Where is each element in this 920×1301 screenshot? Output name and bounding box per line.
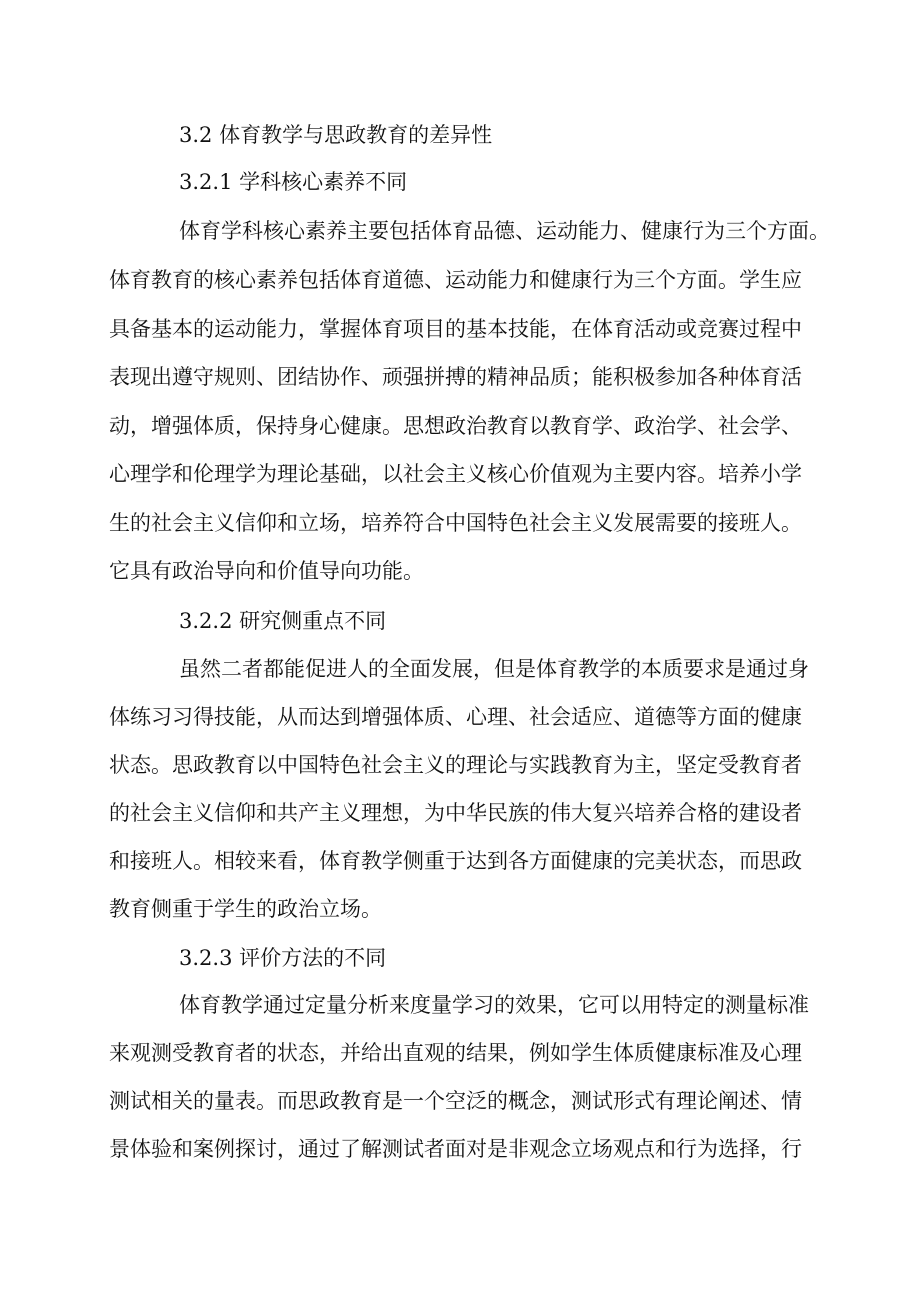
paragraph-line-text: 测试相关的量表。而思政教育是一个空泛的概念，测试形式有理论阐述、情 — [109, 1089, 802, 1113]
paragraph-line-text: 体练习习得技能，从而达到增强体质、心理、社会适应、道德等方面的健康 — [109, 705, 802, 729]
paragraph-line — [109, 1129, 809, 1169]
paragraph-line — [179, 649, 879, 689]
paragraph-line — [109, 889, 809, 929]
paragraph-line — [109, 309, 809, 349]
paragraph-line — [109, 503, 809, 543]
paragraph-line — [109, 454, 809, 494]
subsection-heading-3-2-2 — [179, 601, 879, 641]
paragraph-line — [109, 1033, 809, 1073]
paragraph-line — [109, 745, 809, 785]
paragraph-line-text: 它具有政治导向和价值导向功能。 — [109, 559, 424, 583]
section-heading-3-2 — [179, 115, 879, 155]
paragraph-line — [109, 406, 809, 446]
paragraph-line-text: 教育侧重于学生的政治立场。 — [109, 897, 382, 921]
paragraph-line-text: 心理学和伦理学为理论基础，以社会主义核心价值观为主要内容。培养小学 — [109, 462, 802, 486]
paragraph-line — [179, 985, 879, 1025]
paragraph-line-text: 动，增强体质，保持身心健康。思想政治教育以教育学、政治学、社会学、 — [109, 414, 802, 438]
paragraph-line — [109, 793, 809, 833]
paragraph-line-text: 和接班人。相较来看，体育教学侧重于达到各方面健康的完美状态，而思政 — [109, 849, 802, 873]
paragraph-line-text: 虽然二者都能促进人的全面发展，但是体育教学的本质要求是通过身 — [179, 657, 809, 681]
paragraph-line — [109, 551, 809, 591]
subsection-heading-3-2-2-text: 3.2.2 研究侧重点不同 — [179, 609, 387, 633]
paragraph-line-text: 体育学科核心素养主要包括体育品德、运动能力、健康行为三个方面。 — [179, 219, 830, 243]
paragraph-line-text: 景体验和案例探讨，通过了解测试者面对是非观念立场观点和行为选择，行 — [109, 1137, 802, 1161]
paragraph-line — [109, 260, 809, 300]
paragraph-line — [109, 1081, 809, 1121]
paragraph-line-text: 具备基本的运动能力，掌握体育项目的基本技能，在体育活动或竞赛过程中 — [109, 317, 802, 341]
paragraph-line — [109, 697, 809, 737]
subsection-heading-3-2-3-text: 3.2.3 评价方法的不同 — [179, 946, 387, 970]
subsection-heading-3-2-1-text: 3.2.1 学科核心素养不同 — [179, 170, 408, 194]
subsection-heading-3-2-3 — [179, 938, 879, 978]
paragraph-line-text: 生的社会主义信仰和立场，培养符合中国特色社会主义发展需要的接班人。 — [109, 511, 802, 535]
subsection-heading-3-2-1 — [179, 162, 879, 202]
paragraph-line — [109, 841, 809, 881]
paragraph-line — [109, 357, 809, 397]
section-heading-3-2-text: 3.2 体育教学与思政教育的差异性 — [179, 123, 493, 147]
paragraph-line-text: 状态。思政教育以中国特色社会主义的理论与实践教育为主，坚定受教育者 — [109, 753, 802, 777]
paragraph-line-text: 来观测受教育者的状态，并给出直观的结果，例如学生体质健康标准及心理 — [109, 1041, 802, 1065]
paragraph-line — [179, 211, 879, 251]
paragraph-line-text: 表现出遵守规则、团结协作、顽强拼搏的精神品质；能积极参加各种体育活 — [109, 365, 802, 389]
paragraph-line-text: 体育教育的核心素养包括体育道德、运动能力和健康行为三个方面。学生应 — [109, 268, 802, 292]
paragraph-line-text: 体育教学通过定量分析来度量学习的效果，它可以用特定的测量标准 — [179, 993, 809, 1017]
paragraph-line-text: 的社会主义信仰和共产主义理想，为中华民族的伟大复兴培养合格的建设者 — [109, 801, 802, 825]
